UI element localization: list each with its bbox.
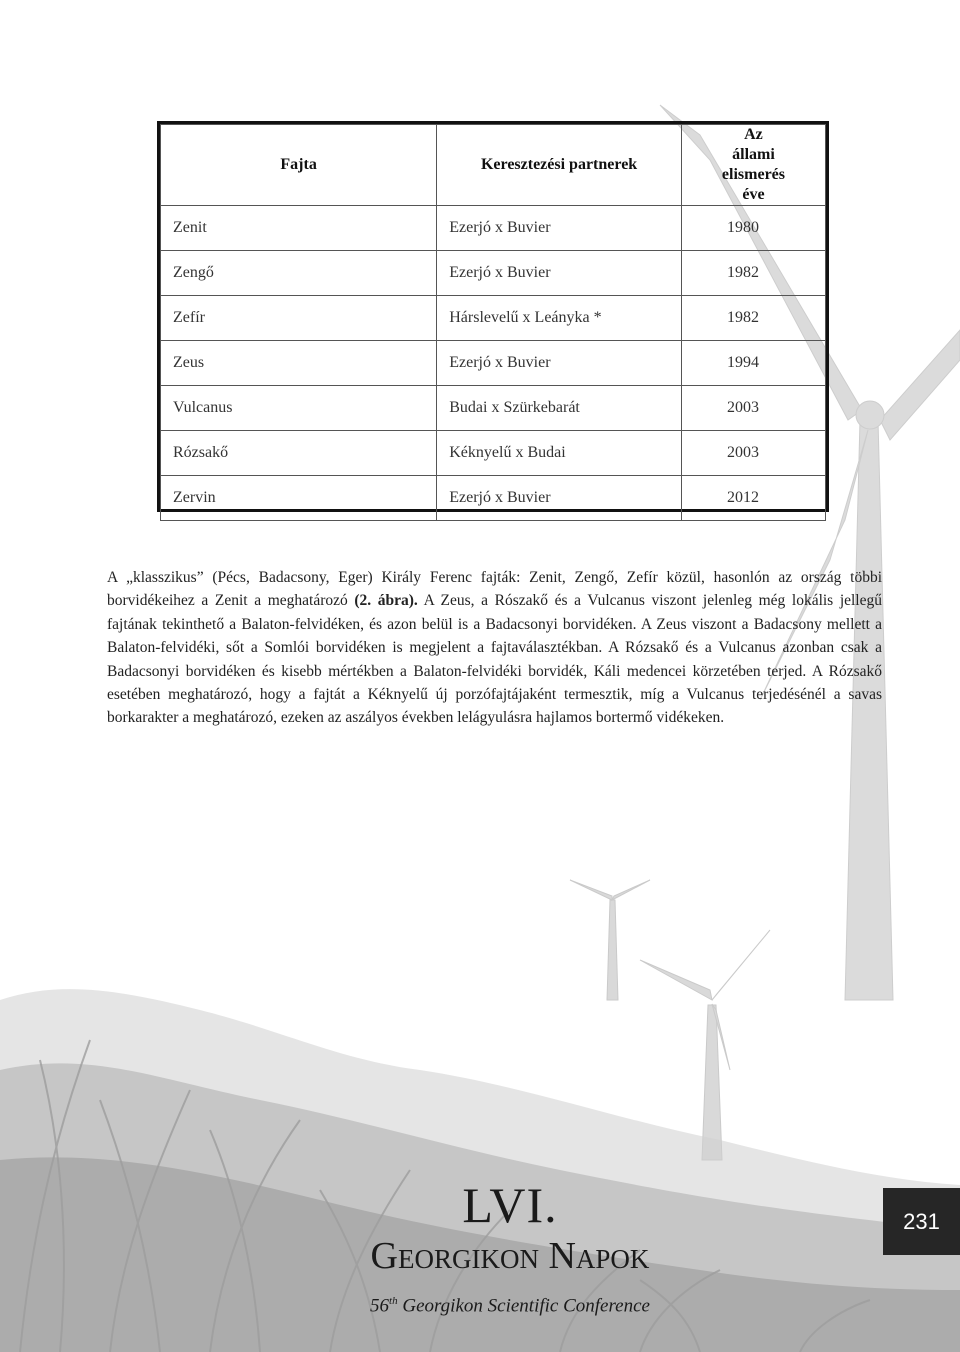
table-row: [161, 251, 826, 296]
cell-cross: Ezerjó x Buvier: [437, 206, 682, 251]
cell-year: 2003: [681, 431, 825, 476]
cell-cross: Budai x Szürkebarát: [437, 386, 682, 431]
tagline-number: 56: [370, 1295, 390, 1317]
header-approval-year: Az állami elismerés éve: [681, 125, 825, 206]
cell-variety: Rózsakő: [161, 431, 437, 476]
table-row: [161, 296, 826, 341]
header-variety: Fajta: [161, 125, 437, 206]
tagline-text: Georgikon Scientific Conference: [402, 1295, 650, 1317]
cell-cross: Hárslevelű x Leányka *: [437, 296, 682, 341]
cell-year: 1994: [681, 341, 825, 386]
page-number: 231: [883, 1188, 960, 1255]
table-row: [161, 206, 826, 251]
cell-year: 2012: [681, 476, 825, 521]
cell-variety: Vulcanus: [161, 386, 437, 431]
cell-cross: Ezerjó x Buvier: [437, 251, 682, 296]
body-paragraph: [107, 566, 882, 730]
logo-tagline: [300, 1286, 720, 1321]
table-row: [161, 386, 826, 431]
cell-variety: Zervin: [161, 476, 437, 521]
table-row: [161, 431, 826, 476]
table-row: [161, 341, 826, 386]
cell-cross: Ezerjó x Buvier: [437, 476, 682, 521]
table-row: [161, 476, 826, 521]
cell-variety: Zefír: [161, 296, 437, 341]
logo-subtitle: Georgikon Napok: [370, 1235, 650, 1277]
figure-reference: (2. ábra).: [354, 592, 418, 610]
cell-variety: Zeus: [161, 341, 437, 386]
paragraph-text-1: A „klasszikus” (Pécs, Badacsony, Eger) Király Ferenc fajták: Zenit, Zengő, Zefír közül, hasonlón az ország többi borvidékeihez a Zenit a meghatározó: [107, 569, 882, 610]
logo-title: LVI.: [462, 1177, 558, 1233]
cell-variety: Zengő: [161, 251, 437, 296]
cell-year: 1982: [681, 251, 825, 296]
cell-cross: Kéknyelű x Budai: [437, 431, 682, 476]
paragraph-text-2: A Zeus, a Rószakő és a Vulcanus viszont jelenleg még lokális jellegű fajtának tekinthető a Balaton-felvidéken, és azon belül is a Badacsonyi borvidéken. A Zeus viszont a Badacsony mellett a Balaton-felvidéki, sőt a Somlói borvidéken is megjelent a fajtaválasztékban. A Rózsakő és a Vulcanus azonban csak a Badacsonyi borvidéken és kisebb mértékben a Balaton-felvidéki borvidék, Káli medencei körzetében terjed. A Rózsakő esetében meghatározó, hogy a fajtát a Kéknyelű új porzófajtájaként termesztik, míg a Vulcanus terjedésénél a savas borkarakter a meghatározó, ezeken az aszályos években lelágyulásra hajlamos bortermő vidékeken.: [107, 592, 882, 727]
conference-logo: [300, 1178, 720, 1321]
cell-year: 1982: [681, 296, 825, 341]
header-cross-partners: Keresztezési partnerek: [437, 125, 682, 206]
varieties-table: [157, 121, 829, 512]
cell-year: 2003: [681, 386, 825, 431]
table-header-row: [161, 125, 826, 206]
tagline-suffix: th: [389, 1295, 398, 1307]
cell-variety: Zenit: [161, 206, 437, 251]
cell-cross: Ezerjó x Buvier: [437, 341, 682, 386]
cell-year: 1980: [681, 206, 825, 251]
